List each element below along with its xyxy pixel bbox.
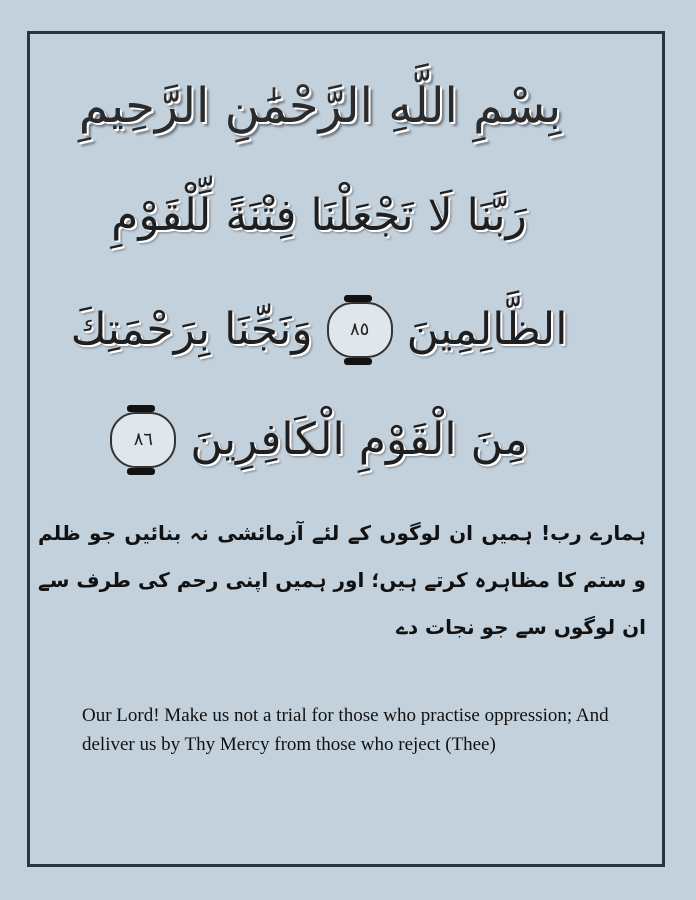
verse-line-3-text: مِنَ الْقَوْمِ الْكَافِرِينَ <box>190 414 528 465</box>
ayah-number-85: ٨٥ <box>327 302 393 358</box>
verse-line-2-word-a: الظَّالِمِينَ <box>406 304 568 355</box>
verse-line-3 <box>30 385 608 495</box>
urdu-translation: ہمارے رب! ہمیں ان لوگوں کے لئے آزمائشی نہ بنائیں جو ظلم و ستم کا مظاہرہ کرتے ہیں؛ اور ہمیں اپنی رحم کی طرف سے ان لوگوں سے جو نجات دے <box>38 521 646 639</box>
verse-line-2-word-b: وَنَجِّنَا بِرَحْمَتِكَ <box>70 304 313 355</box>
ayah-number-86: ٨٦ <box>110 412 176 468</box>
english-translation: Our Lord! Make us not a trial for those who practise oppression; And deliver us by Thy Mercy from those who reject (Thee) <box>82 705 609 755</box>
verse-line-1: رَبَّنَا لَا تَجْعَلْنَا فِتْنَةً لِّلْقَوْمِ <box>111 190 527 241</box>
verse-line-2 <box>30 280 608 380</box>
bismillah-calligraphy: بِسْمِ اللَّهِ الرَّحْمَٰنِ الرَّحِيمِ <box>78 78 562 134</box>
